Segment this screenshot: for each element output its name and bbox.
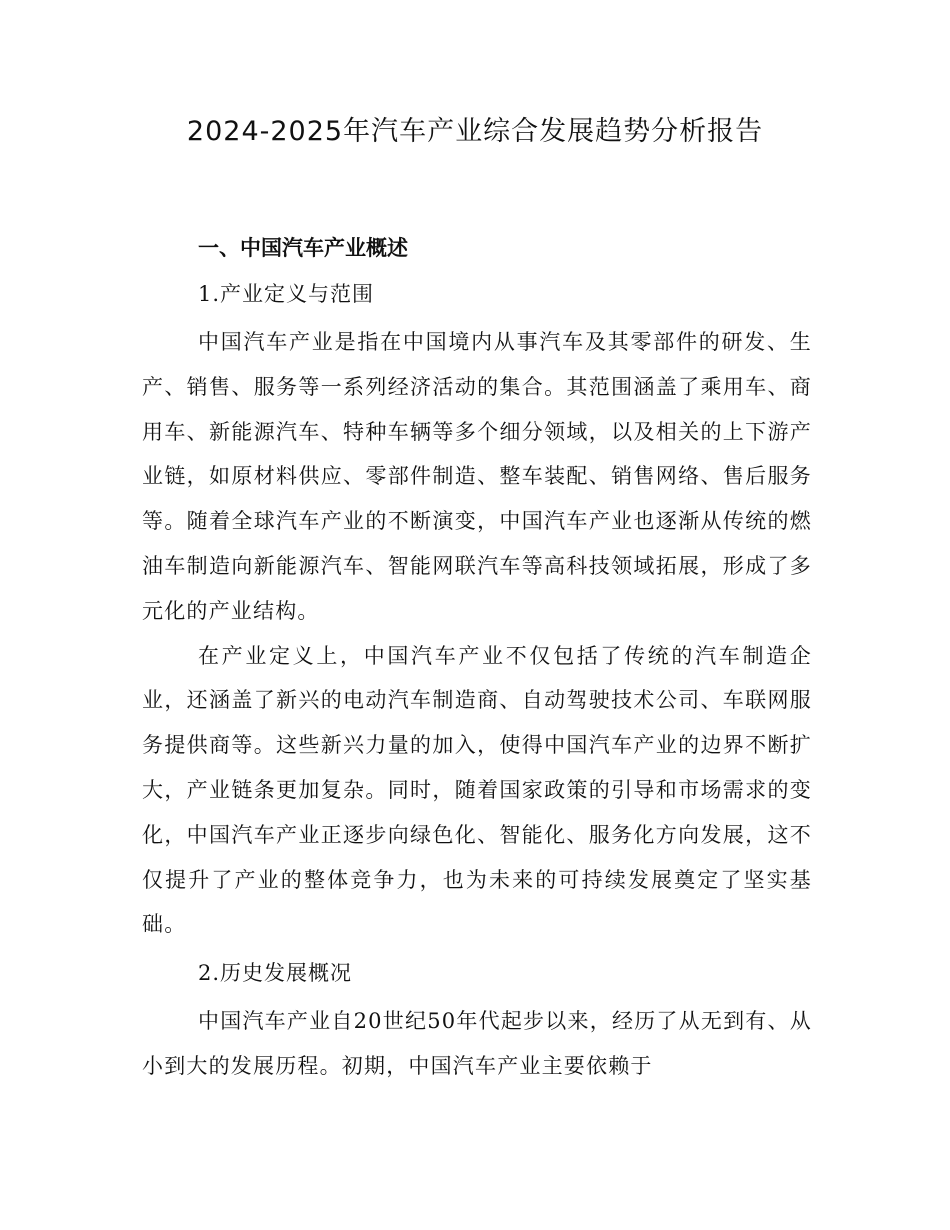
document-title: 2024-2025年汽车产业综合发展趋势分析报告 [186,116,764,147]
document-body [142,228,812,1089]
section-heading: 一、中国汽车产业概述 [198,236,408,260]
paragraph: 在产业定义上，中国汽车产业不仅包括了传统的汽车制造企业，还涵盖了新兴的电动汽车制造商、自动驾驶技术公司、车联网服务提供商等。这些新兴力量的加入，使得中国汽车产业的边界不断扩大，产业链条更加复杂。同时，随着国家政策的引导和市场需求的变化，中国汽车产业正逐步向绿色化、智能化、服务化方向发展，这不仅提升了产业的整体竞争力，也为未来的可持续发展奠定了坚实基础。 [142,643,812,937]
subsection-heading: 1.产业定义与范围 [198,282,375,306]
subsection-heading: 2.历史发展概况 [198,961,353,986]
paragraph: 中国汽车产业自20世纪50年代起步以来，经历了从无到有、从小到大的发展历程。初期，中国汽车产业主要依赖于 [142,1009,812,1078]
paragraph: 中国汽车产业是指在中国境内从事汽车及其零部件的研发、生产、销售、服务等一系列经济活动的集合。其范围涵盖了乘用车、商用车、新能源汽车、特种车辆等多个细分领域，以及相关的上下游产业链，如原材料供应、零部件制造、整车装配、销售网络、售后服务等。随着全球汽车产业的不断演变，中国汽车产业也逐渐从传统的燃油车制造向新能源汽车、智能网联汽车等高科技领域拓展，形成了多元化的产业结构。 [142,330,812,623]
